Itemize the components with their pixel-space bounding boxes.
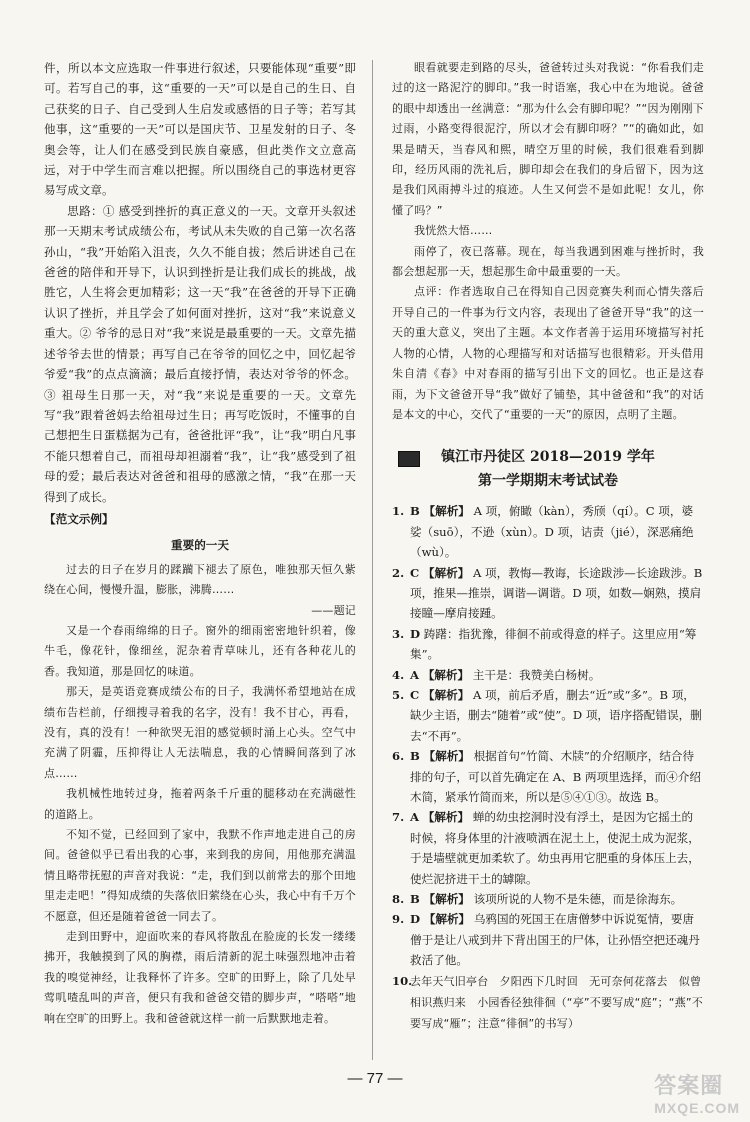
- answer-item: [392, 665, 704, 685]
- answer-number: 3.: [392, 626, 405, 641]
- answer-number: 8.: [392, 892, 405, 907]
- answer-number: 1.: [392, 504, 405, 519]
- watermark-logo: [654, 1069, 740, 1116]
- answer-text: 该项所说的人物不是朱德，而是徐海东。: [473, 892, 683, 907]
- right-column: [392, 58, 704, 1035]
- section-marker-icon: [398, 451, 420, 467]
- essay-paragraph-6: 眼看就要走到路的尽头，爸爸转过头对我说：“你看我们走过的这一路泥泞的脚印。”我一时语塞，我心中在为地说。爸爸的眼中却透出一丝满意：“那为什么会有脚印呢？”“因为刚刚下过雨，小路变得很泥泞，所以才会有脚印呀？”“的确如此，如果是晴天，当春风和熙，晴空万里的时候，我们很难看到脚印，经历风雨的洗礼后，脚印却会在我们的身后留下，因为这是我们风雨搏斗过的痕迹。人生又何尝不是如此呢！女儿，你懂了吗？”: [392, 61, 704, 217]
- page-number: — 77 —: [347, 1070, 403, 1087]
- essay-paragraph-2: 那天，是英语竞赛成绩公布的日子，我满怀希望地站在成绩布告栏前，仔细搜寻着我的名字，没有！我不甘心，再看，没有，真的没有！一种欲哭无泪的感觉顿时涌上心头。空气中充满了阴霾，压抑得让人无法喘息，我的心情瞬间落到了冰点……: [44, 685, 356, 780]
- silu-paragraph: 思路：① 感受到挫折的真正意义的一天。文章开头叙述那一天期末考试成绩公布，考试从未失败的自己第一次名落孙山，“我”开始陷入沮丧，久久不能自拔；然后讲述自己在爸爸的陪伴和开导下，认识到挫折是让我们成长的挑战，战胜它，人生将会更加精彩；这一天“我”在爸爸的开导下正确认识了挫折，并且学会了如何面对挫折，这对“我”来说意义重大。② 爷爷的忌日对“我”来说是最重要的一天。文章先描述爷爷去世的情景；再写自己在爷爷的回忆之中，回忆起爷爷爱“我”的点点滴滴；最后直接抒情，表达对爷爷的怀念。③ 祖母生日那一天，对“我”来说是重要的一天。文章先写“我”跟着爸妈去给祖母过生日；再写吃饭时，不懂事的自己想把生日蛋糕据为己有，爸爸批评“我”，让“我”明白凡事不能只想着自己，而祖母却袒溺着“我”，让“我”感受到了祖母的爱；最后表达对爸爸和祖母的感激之情，“我”在那一天得到了成长。: [44, 203, 356, 504]
- answer-number: 4.: [392, 667, 405, 682]
- answer-letter: D: [410, 912, 421, 927]
- epigraph-source: ——题记: [311, 603, 356, 617]
- essay-paragraph-8: 雨停了，夜已落幕。现在，每当我遇到困难与挫折时，我都会想起那一天，想起那生命中最重要的一天。: [392, 244, 704, 279]
- answer-item: [392, 501, 704, 562]
- answer-item: [392, 746, 704, 807]
- watermark-text: 答案圈: [654, 1073, 724, 1098]
- watermark-domain: MXQE.COM: [654, 1100, 740, 1116]
- answer-letter: C: [410, 565, 420, 580]
- left-column: [44, 58, 356, 1029]
- answer-item: [392, 624, 704, 665]
- essay-title: 重要的一天: [171, 538, 229, 553]
- comment-paragraph: 点评：作者选取自己在得知自己因竞赛失利而心情失落后开导自己的一件事为行文内容，表现出了爸爸开导“我”的这一天的重大意义，突出了主题。本文作者善于运用环境描写衬托人物的心情，人物的心理描写和对话描写也很精彩。开头借用朱自清《春》中对春雨的描写引出下文的回忆。也正是这春雨，为下文爸爸开导“我”做好了铺垫，其中爸爸和“我”的对话是本文的中心，交代了“重要的一天”的原因，点明了主题。: [392, 285, 704, 421]
- answer-item: [392, 889, 704, 909]
- epigraph: 过去的日子在岁月的蹂躏下褪去了原色，唯独那天恒久紫绕在心间，慢慢升温，膨胀，沸腾……: [44, 562, 356, 597]
- answer-text: 乌鸦国的死国王在唐僧梦中诉说冤情，要唐僧于是让八戒到井下背出国王的尸体，让孙悟空把还魂丹救活了他。: [410, 912, 700, 968]
- essay-paragraph-3: 我机械性地转过身，拖着两条千斤重的腿移动在充满磁性的道路上。: [44, 787, 356, 821]
- exam-title-line-2: 第一学期期末考试试卷: [478, 473, 618, 490]
- analysis-tag: 【解析】: [423, 749, 470, 764]
- answer-letter: C: [410, 687, 420, 702]
- analysis-tag: 【解析】: [423, 892, 470, 907]
- answer-number: 5.: [392, 687, 405, 702]
- essay-paragraph-7: 我恍然大悟……: [414, 224, 493, 238]
- answer-letter: B: [410, 892, 420, 907]
- answer-text: 去年天气旧亭台 夕阳西下几时回 无可奈何花落去 似曾相识燕归来 小园香径独徘徊（“亭”不要写成“庭”；“燕”不要写成“雁”；注意“徘徊”的书写）: [410, 974, 703, 1031]
- answer-letter: A: [410, 810, 419, 825]
- analysis-tag: 【解析】: [423, 912, 471, 927]
- answer-text: 主干是：我赞美白杨树。: [472, 667, 601, 682]
- analysis-tag: 【解析】: [422, 667, 470, 682]
- answer-list: [392, 501, 704, 1035]
- answer-number: 10.: [392, 973, 413, 988]
- answer-number: 2.: [392, 565, 405, 580]
- answer-item: [392, 685, 704, 746]
- answer-letter: D: [410, 626, 421, 641]
- answer-text: A 项，前后矛盾，删去“近”或“多”。B 项，缺少主语，删去“随着”或“使”。D 项，语序搭配错误，删去“不再”。: [410, 687, 702, 743]
- answer-item: [392, 807, 704, 889]
- answer-number: 6.: [392, 749, 405, 764]
- intro-paragraph: 件，所以本文应选取一件事进行叙述，只要能体现“重要”即可。若写自己的事，这“重要的一天”可以是自己的生日、自己获奖的日子、自己受到人生启发或感悟的日子等；若写其他事，这“重要的一天”可以是国庆节、卫星发射的日子、冬奥会等，让人们在感受到民族自豪感，但此类作文立意高远，对于中学生而言难以把握。所以围绕自己的事选材更容易写成文章。: [44, 61, 356, 198]
- exam-heading: [392, 445, 704, 493]
- answer-number: 7.: [392, 810, 405, 825]
- section-label: 【范文示例】: [44, 511, 114, 526]
- answer-letter: B: [410, 749, 420, 764]
- analysis-tag: 【解析】: [422, 565, 470, 580]
- analysis-tag: 【解析】: [422, 687, 470, 702]
- exam-title-line-1: 镇江市丹徒区 2018—2019 学年: [441, 449, 655, 466]
- essay-paragraph-5: 走到田野中，迎面吹来的春风将散乱在脸庞的长发一缕缕拂开，我触摸到了风的胸襟，雨后清新的泥土味强烈地冲击着我的嗅觉神经，让我释怀了许多。空旷的田野上，除了几处早莺叽喳乱叫的声音，便只有我和爸爸交错的脚步声，“嗒嗒”地响在空旷的田野上。我和爸爸就这样一前一后默默地走着。: [44, 930, 356, 1025]
- answer-text: 蝉的幼虫挖洞时没有浮土，是因为它摇土的时候，将身体里的汁液喷洒在泥土上，使泥土成为泥浆，于是墙壁就更加柔软了。幼虫再用它肥重的身体压上去，使烂泥挤进干土的罅隙。: [410, 810, 700, 886]
- answer-item: [392, 971, 704, 1035]
- column-divider: [372, 60, 373, 1060]
- answer-text: A 项，俯瞰（kàn），秀颀（qí）。C 项，婆娑（suō），不逊（xùn）。D 项，诘责（jié），深恶痛绝（wù）。: [410, 504, 694, 560]
- answer-text: 踌躇：指犹豫，徘徊不前或得意的样子。这里应用“筹集”。: [410, 626, 697, 662]
- answer-letter: A: [410, 667, 419, 682]
- analysis-tag: 【解析】: [422, 810, 470, 825]
- essay-paragraph-4: 不知不觉，已经回到了家中，我默不作声地走进自己的房间。爸爸似乎已看出我的心事，来到我的房间，用他那充满温情且略带抚慰的声音对我说：“走，我们到以前常去的那个田地里走走吧！”得知成绩的失落依旧萦绕在心头，我心中有千万个不愿意，但还是随着爸爸一同去了。: [44, 828, 356, 923]
- answer-item: [392, 909, 704, 970]
- answer-number: 9.: [392, 912, 405, 927]
- answer-letter: B: [410, 504, 420, 519]
- answer-text: 根据首句“竹简、木牍”的介绍顺序，结合待排的句子，可以首先确定在 A、B 两项里选择，而④介绍木简，紧承竹简而来，所以是⑤④①③。故选 B。: [410, 749, 701, 804]
- answer-item: [392, 563, 704, 624]
- answer-text: A 项，教悔—教诲，长途跋涉—长途跋涉。B 项，推果—推崇，调谐—调谐。D 项，如数—娴熟，摸肩接瞳—摩肩接踵。: [410, 565, 703, 621]
- essay-paragraph-1: 又是一个春雨绵绵的日子。窗外的细雨密密地针织着，像牛毛，像花针，像细丝，泥杂着青草味儿，还有各种花儿的香。我知道，那是回忆的味道。: [44, 623, 356, 678]
- analysis-tag: 【解析】: [423, 504, 470, 519]
